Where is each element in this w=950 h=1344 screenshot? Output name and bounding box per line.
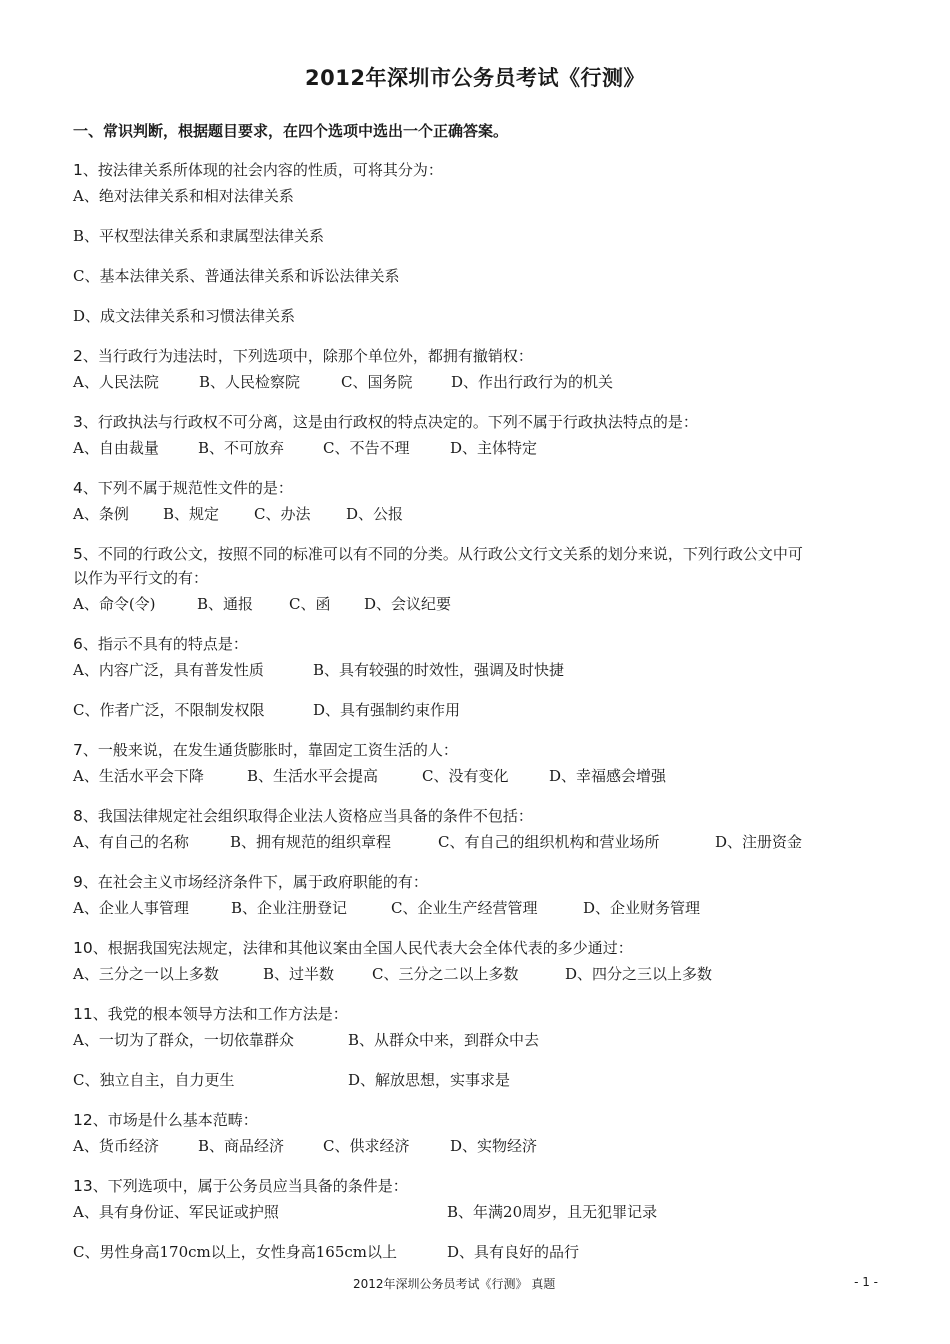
- options-row: [73, 1202, 657, 1222]
- question-6: [73, 634, 248, 654]
- option: D、具有强制约束作用: [313, 701, 461, 719]
- question-4: [73, 478, 293, 498]
- option: C、三分之二以上多数: [372, 965, 519, 983]
- option: B、规定: [163, 505, 220, 523]
- option: A、生活水平会下降: [73, 767, 204, 785]
- option: C、供求经济: [323, 1137, 410, 1155]
- question-text: 、下列不属于规范性文件的是：: [82, 479, 293, 497]
- option: A、三分之一以上多数: [73, 965, 219, 983]
- option: D、幸福感会增强: [549, 767, 667, 785]
- options-row: [73, 660, 564, 680]
- question-text: 、指示不具有的特点是：: [82, 635, 248, 653]
- options-row: [73, 700, 460, 720]
- question-number: 10: [73, 939, 93, 957]
- question-number: 8: [73, 807, 83, 825]
- options-row: [73, 1242, 579, 1262]
- section-heading: 一、常识判断，根据题目要求，在四个选项中选出一个正确答案。: [73, 122, 509, 140]
- question-text: 、我党的根本领导方法和工作方法是：: [92, 1005, 348, 1023]
- option: A、货币经济: [73, 1137, 159, 1155]
- options-row: [73, 594, 451, 614]
- options-row: [73, 898, 700, 918]
- option: D、公报: [346, 505, 404, 523]
- option: B、商品经济: [198, 1137, 285, 1155]
- question-number: 5: [73, 545, 83, 563]
- option: B、不可放弃: [198, 439, 285, 457]
- question-text: 、一般来说，在发生通货膨胀时，靠固定工资生活的人：: [82, 741, 458, 759]
- option: C、有自己的组织机构和营业场所: [438, 833, 660, 851]
- option: B、人民检察院: [199, 373, 301, 391]
- options-row: [73, 438, 537, 458]
- option: D、成文法律关系和习惯法律关系: [73, 307, 296, 325]
- options-row: [73, 504, 403, 524]
- question-13: [73, 1176, 408, 1196]
- option: A、企业人事管理: [73, 899, 189, 917]
- option: B、企业注册登记: [231, 899, 348, 917]
- option: D、实物经济: [450, 1137, 538, 1155]
- option: A、一切为了群众，一切依靠群众: [73, 1031, 294, 1049]
- question-text: 、我国法律规定社会组织取得企业法人资格应当具备的条件不包括：: [82, 807, 533, 825]
- question-text: 、在社会主义市场经济条件下，属于政府职能的有：: [82, 873, 428, 891]
- option: D、具有良好的品行: [447, 1243, 580, 1261]
- option: C、企业生产经营管理: [391, 899, 538, 917]
- question-text: 、市场是什么基本范畴：: [92, 1111, 258, 1129]
- option: D、企业财务管理: [583, 899, 701, 917]
- option: C、不告不理: [323, 439, 410, 457]
- option: A、内容广泛，具有普发性质: [73, 661, 264, 679]
- options-row: [73, 964, 712, 984]
- option: A、自由裁量: [73, 439, 159, 457]
- question-number: 3: [73, 413, 83, 431]
- options-row: [73, 1070, 510, 1090]
- option: B、拥有规范的组织章程: [230, 833, 392, 851]
- question-number: 13: [73, 1177, 93, 1195]
- option: B、过半数: [263, 965, 335, 983]
- question-number: 12: [73, 1111, 93, 1129]
- question-number: 7: [73, 741, 83, 759]
- option: C、函: [289, 595, 331, 613]
- option: B、具有较强的时效性，强调及时快捷: [313, 661, 565, 679]
- question-10: [73, 938, 633, 958]
- question-11: [73, 1004, 348, 1024]
- option: C、男性身高170cm以上，女性身高165cm以上: [73, 1243, 397, 1261]
- option: D、作出行政行为的机关: [451, 373, 614, 391]
- option: A、具有身份证、军民证或护照: [73, 1203, 279, 1221]
- option: C、作者广泛，不限制发权限: [73, 701, 265, 719]
- option: D、会议纪要: [364, 595, 452, 613]
- option: C、基本法律关系、普通法律关系和诉讼法律关系: [73, 267, 400, 285]
- question-5: [73, 544, 803, 564]
- question-number: 2: [73, 347, 83, 365]
- question-text: 、行政执法与行政权不可分离，这是由行政权的特点决定的。下列不属于行政执法特点的是：: [82, 413, 698, 431]
- question-number: 11: [73, 1005, 93, 1023]
- option: B、年满20周岁，且无犯罪记录: [447, 1203, 658, 1221]
- options-row: [73, 1030, 539, 1050]
- option: B、生活水平会提高: [247, 767, 379, 785]
- options-row: [73, 832, 802, 852]
- question-12: [73, 1110, 258, 1130]
- question-3: [73, 412, 698, 432]
- option: B、通报: [197, 595, 254, 613]
- option: B、从群众中来，到群众中去: [348, 1031, 540, 1049]
- option: C、国务院: [341, 373, 413, 391]
- option: C、办法: [254, 505, 311, 523]
- question-2: [73, 346, 533, 366]
- option: C、独立自主，自力更生: [73, 1071, 235, 1089]
- question-number: 4: [73, 479, 83, 497]
- footer-text: 2012年深圳公务员考试《行测》 真题: [353, 1277, 556, 1291]
- options-row: [73, 1136, 537, 1156]
- page-number: - 1 -: [854, 1275, 878, 1289]
- question-number: 1: [73, 161, 83, 179]
- question-text: 、按法律关系所体现的社会内容的性质，可将其分为：: [82, 161, 443, 179]
- question-7: [73, 740, 458, 760]
- options-row: [73, 766, 666, 786]
- option: A、绝对法律关系和相对法律关系: [73, 187, 294, 205]
- option: A、条例: [73, 505, 129, 523]
- option: B、平权型法律关系和隶属型法律关系: [73, 227, 325, 245]
- option: C、没有变化: [422, 767, 509, 785]
- option: D、主体特定: [450, 439, 538, 457]
- option: A、命令(令): [73, 595, 156, 613]
- option: D、解放思想，实事求是: [348, 1071, 511, 1089]
- page-title: 2012年深圳市公务员考试《行测》: [305, 66, 645, 90]
- options-row: [73, 372, 613, 392]
- option: A、有自己的名称: [73, 833, 189, 851]
- question-8: [73, 806, 533, 826]
- question-9: [73, 872, 428, 892]
- question-number: 9: [73, 873, 83, 891]
- option: D、注册资金: [715, 833, 803, 851]
- question-text: 、根据我国宪法规定，法律和其他议案由全国人民代表大会全体代表的多少通过：: [92, 939, 633, 957]
- option: D、四分之三以上多数: [565, 965, 713, 983]
- question-text: 、不同的行政公文，按照不同的标准可以有不同的分类。从行政公文行文关系的划分来说，下列行政公文中可: [82, 545, 803, 563]
- question-text-cont: 以作为平行文的有：: [73, 569, 209, 587]
- question-text: 、当行政行为违法时，下列选项中，除那个单位外，都拥有撤销权：: [82, 347, 533, 365]
- question-number: 6: [73, 635, 83, 653]
- option: A、人民法院: [73, 373, 159, 391]
- question-text: 、下列选项中，属于公务员应当具备的条件是：: [92, 1177, 408, 1195]
- question-1: [73, 160, 443, 180]
